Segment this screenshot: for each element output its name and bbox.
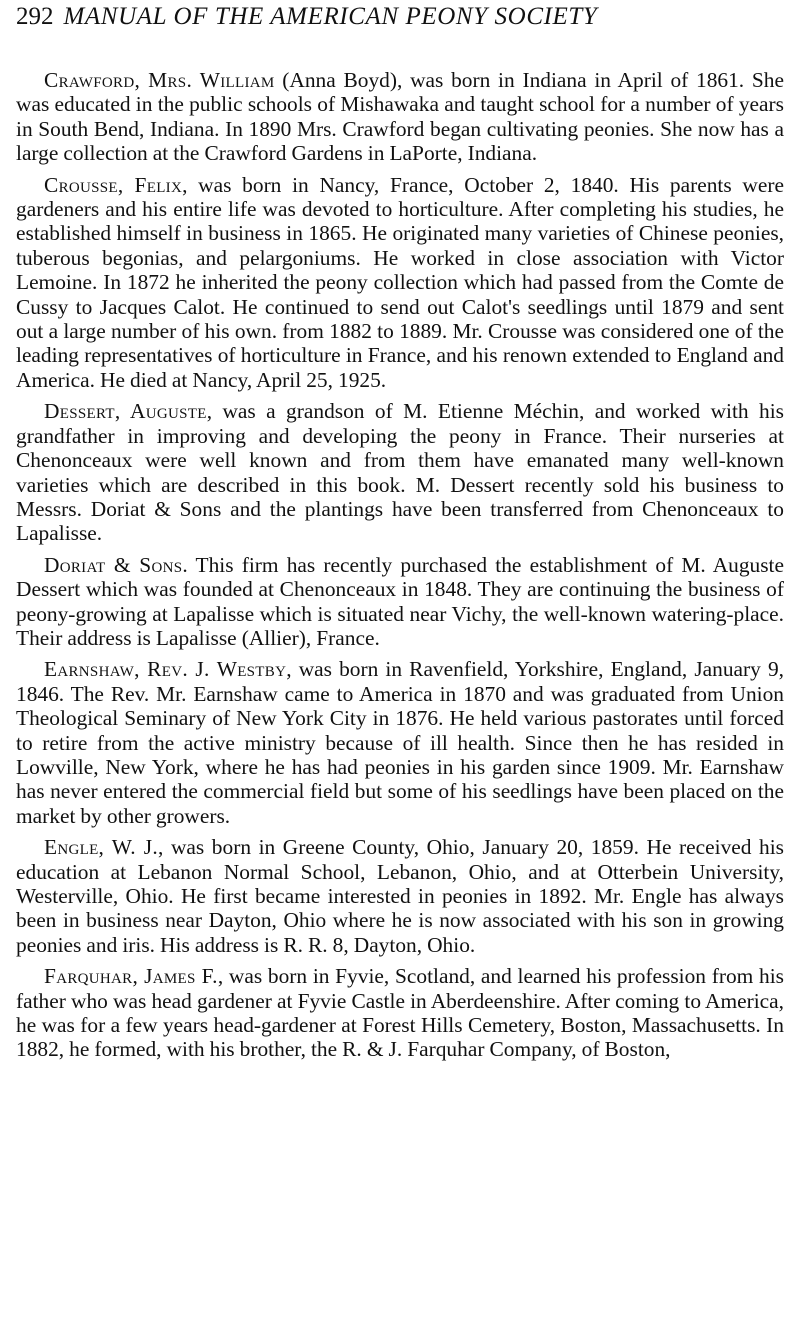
entry-name: Doriat & Sons (44, 552, 183, 577)
running-title: MANUAL OF THE AMERICAN PEONY SOCIETY (63, 3, 598, 30)
entry-text: . This firm has recently purchased the establishment of M. Auguste Dessert which was founded at Chenonceaux in 1848. They are continuing the business of peony-growing at Lapalisse which is situated near Vichy, the well-known watering-place. Their address is Lapalisse (Allier), France. (16, 552, 784, 650)
entry-engle (16, 835, 784, 957)
entry-farquhar (16, 964, 784, 1062)
entry-crousse (16, 173, 784, 393)
entry-name: Farquhar, James F. (44, 964, 218, 989)
entry-name: Crousse, Felix (44, 172, 183, 197)
entry-text: , was born in Nancy, France, October 2, 1840. His parents were gardeners and his entire life was devoted to horticulture. After completing his studies, he established himself in business in 1865. He originated many varieties of Chinese peonies, tuberous begonias, and pelargoniums. He worked in close association with Victor Lemoine. In 1872 he inherited the peony collection which had passed from the Comte de Cussy to Jacques Calot. He continued to send out Calot's seedlings until 1879 and sent out a large number of his own. from 1882 to 1889. Mr. Crousse was considered one of the leading representatives of horticulture in France, and his renown extended to England and America. He died at Nancy, April 25, 1925. (16, 172, 784, 392)
running-header (16, 2, 784, 36)
entry-earnshaw (16, 657, 784, 828)
entry-text: (Anna Boyd), was born in Indiana in April of 1861. She was educated in the public schools of Mishawaka and taught school for a number of years in South Bend, Indiana. In 1890 Mrs. Crawford began cultivating peonies. She now has a large collection at the Crawford Gardens in LaPorte, Indiana. (16, 68, 784, 166)
entry-name: Crawford, Mrs. William (44, 68, 275, 92)
biographical-entries (16, 68, 784, 1062)
entry-text: , was a grandson of M. Etienne Méchin, and worked with his grandfather in improving and developing the peony in France. Their nurseries at Chenonceaux were well known and from them have emanated many well-known varieties which are described in this book. M. Dessert recently sold his business to Messrs. Doriat & Sons and the plantings have been transferred from Chenonceaux to Lapalisse. (16, 399, 784, 546)
entry-doriat (16, 553, 784, 651)
entry-name: Earnshaw, Rev. J. Westby (44, 657, 287, 682)
entry-text: , was born in Greene County, Ohio, January 20, 1859. He received his education at Lebanon Normal School, Lebanon, Ohio, and at Otterbein University, Westerville, Ohio. He first became interested in peonies in 1892. Mr. Engle has always been in business near Dayton, Ohio where he is now associated with his son in growing peonies and iris. His address is R. R. 8, Dayton, Ohio. (16, 835, 784, 957)
entry-name: Dessert, Auguste (44, 399, 207, 424)
entry-crawford (16, 68, 784, 166)
entry-text: , was born in Ravenfield, Yorkshire, England, January 9, 1846. The Rev. Mr. Earnshaw came to America in 1870 and was graduated from Union Theological Seminary of New York City in 1876. He held various pastorates until forced to retire from the active ministry because of ill health. Since then he has resided in Lowville, New York, where he has had peonies in his garden since 1909. Mr. Earnshaw has never entered the commercial field but some of his seedlings have been placed on the market by other growers. (16, 657, 785, 828)
page-number: 292 (16, 3, 54, 30)
entry-text: , was born in Fyvie, Scotland, and learned his profession from his father who was head gardener at Fyvie Castle in Aberdeenshire. After coming to America, he was for a few years head-gardener at Forest Hills Cemetery, Boston, Massachusetts. In 1882, he formed, with his brother, the R. & J. Farquhar Company, of Boston, (16, 964, 784, 1062)
entry-name: Engle, W. J. (44, 835, 159, 860)
entry-dessert (16, 399, 784, 545)
